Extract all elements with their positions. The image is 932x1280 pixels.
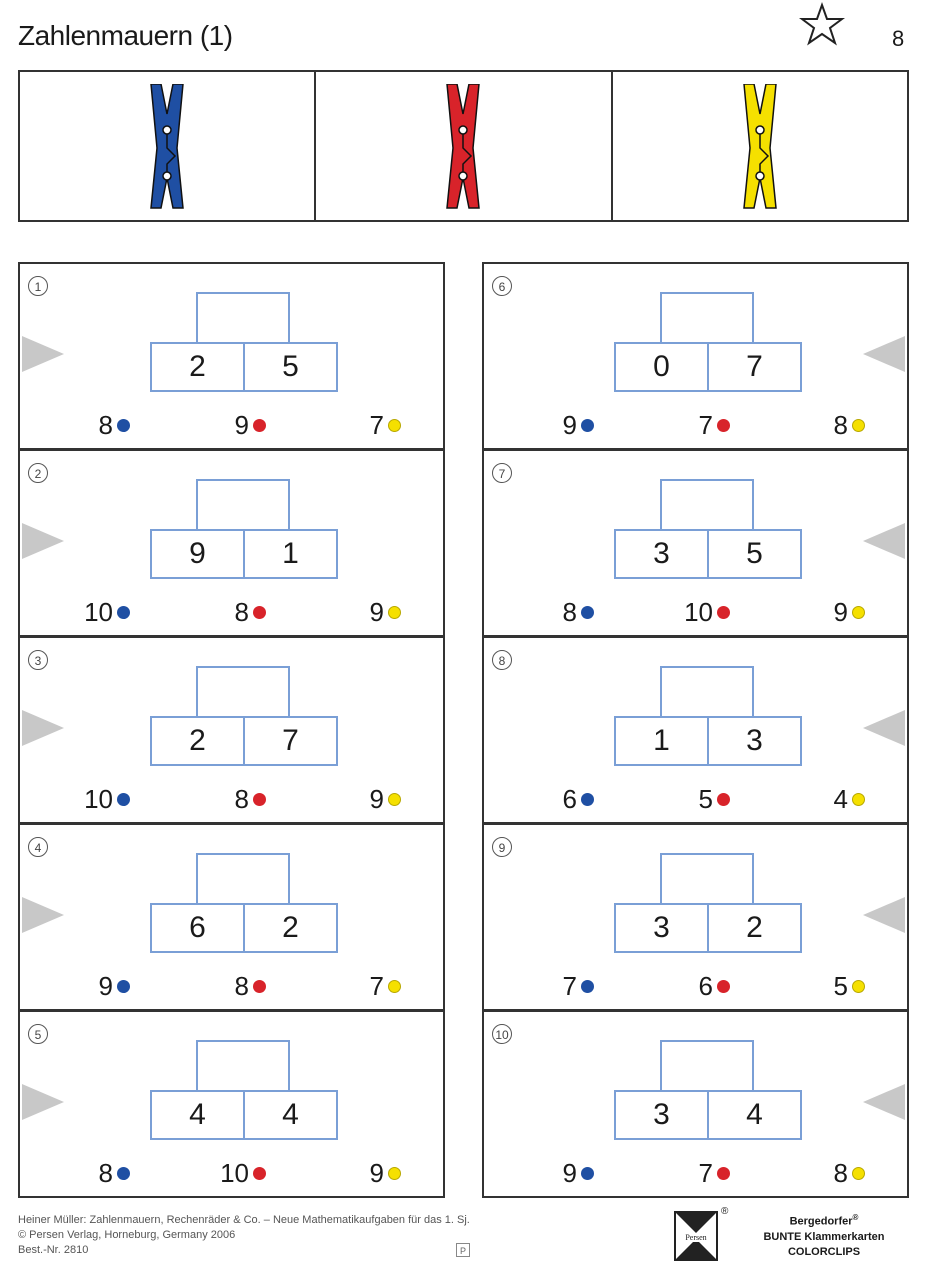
answer-options [484, 410, 907, 440]
number-wall [150, 1040, 340, 1142]
answer-blue[interactable] [563, 784, 594, 814]
answer-red[interactable] [235, 410, 266, 440]
answer-blue[interactable] [84, 784, 130, 814]
clip-cell-blue [20, 72, 316, 220]
answer-value: 7 [562, 971, 577, 1001]
wall-left-brick: 2 [150, 342, 245, 392]
wall-right-brick: 1 [243, 529, 338, 579]
answer-yellow[interactable] [370, 1158, 401, 1188]
wall-right-brick: 4 [707, 1090, 802, 1140]
answer-value: 10 [84, 784, 113, 814]
card-5 [18, 1010, 445, 1198]
wall-left-brick: 0 [614, 342, 709, 392]
answer-value: 9 [369, 597, 384, 627]
answer-value: 8 [234, 971, 249, 1001]
clip-cell-red [316, 72, 612, 220]
card-number: 6 [492, 276, 512, 296]
footer-line-2: © Persen Verlag, Horneburg, Germany 2006 [18, 1229, 236, 1241]
answer-blue[interactable] [99, 1158, 130, 1188]
answer-red[interactable] [699, 784, 730, 814]
number-wall [614, 479, 804, 581]
answer-value: 8 [98, 1158, 113, 1188]
wall-left-brick: 3 [614, 1090, 709, 1140]
answer-value: 8 [234, 784, 249, 814]
answer-options [484, 971, 907, 1001]
wall-top-brick [660, 292, 754, 342]
answer-options [20, 971, 443, 1001]
blue-dot-icon [581, 419, 594, 432]
card-2 [18, 449, 445, 637]
number-wall [614, 853, 804, 955]
yellow-dot-icon [388, 606, 401, 619]
answer-yellow[interactable] [834, 1158, 865, 1188]
wall-top-brick [196, 292, 290, 342]
answer-red[interactable] [235, 597, 266, 627]
blue-dot-icon [117, 1167, 130, 1180]
answer-value: 9 [562, 1158, 577, 1188]
blue-dot-icon [117, 980, 130, 993]
wall-right-brick: 5 [243, 342, 338, 392]
answer-yellow[interactable] [370, 597, 401, 627]
yellow-dot-icon [388, 793, 401, 806]
yellow-dot-icon [388, 1167, 401, 1180]
red-dot-icon [253, 419, 266, 432]
card-8 [482, 636, 909, 824]
answer-red[interactable] [699, 410, 730, 440]
answer-value: 9 [833, 597, 848, 627]
card-9 [482, 823, 909, 1011]
answer-yellow[interactable] [834, 597, 865, 627]
wall-right-brick: 5 [707, 529, 802, 579]
wall-top-brick [660, 1040, 754, 1090]
answer-value: 9 [562, 410, 577, 440]
card-4 [18, 823, 445, 1011]
triangle-left-icon [863, 523, 905, 559]
number-wall [150, 666, 340, 768]
number-wall [614, 292, 804, 394]
number-wall [150, 479, 340, 581]
card-3 [18, 636, 445, 824]
answer-value: 9 [234, 410, 249, 440]
answer-blue[interactable] [563, 597, 594, 627]
answer-yellow[interactable] [370, 784, 401, 814]
answer-yellow[interactable] [834, 784, 865, 814]
number-wall [614, 1040, 804, 1142]
red-dot-icon [717, 793, 730, 806]
red-dot-icon [717, 980, 730, 993]
card-number: 1 [28, 276, 48, 296]
triangle-right-icon [22, 897, 64, 933]
wall-top-brick [196, 666, 290, 716]
answer-blue[interactable] [99, 410, 130, 440]
blue-dot-icon [581, 980, 594, 993]
answer-yellow[interactable] [834, 971, 865, 1001]
answer-value: 10 [220, 1158, 249, 1188]
blue-dot-icon [117, 793, 130, 806]
answer-value: 9 [369, 1158, 384, 1188]
answer-value: 10 [684, 597, 713, 627]
yellow-dot-icon [852, 793, 865, 806]
answer-options [20, 410, 443, 440]
wall-right-brick: 7 [707, 342, 802, 392]
answer-yellow[interactable] [370, 971, 401, 1001]
persen-logo [674, 1211, 718, 1261]
triangle-left-icon [863, 897, 905, 933]
answer-options [20, 1158, 443, 1188]
triangle-left-icon [863, 710, 905, 746]
registered-mark: ® [721, 1206, 729, 1217]
wall-right-brick: 4 [243, 1090, 338, 1140]
blue-dot-icon [117, 419, 130, 432]
answer-value: 10 [84, 597, 113, 627]
answer-value: 7 [369, 410, 384, 440]
wall-top-brick [660, 666, 754, 716]
wall-top-brick [660, 853, 754, 903]
answer-yellow[interactable] [370, 410, 401, 440]
answer-red[interactable] [235, 971, 266, 1001]
number-wall [150, 292, 340, 394]
brand-line-1: Bergedorfer [789, 1215, 853, 1228]
card-10 [482, 1010, 909, 1198]
blue-dot-icon [581, 793, 594, 806]
answer-value: 7 [698, 410, 713, 440]
answer-value: 6 [698, 971, 713, 1001]
triangle-right-icon [22, 710, 64, 746]
number-wall [150, 853, 340, 955]
card-1 [18, 262, 445, 450]
blue-dot-icon [581, 1167, 594, 1180]
wall-right-brick: 7 [243, 716, 338, 766]
card-6 [482, 262, 909, 450]
clothespin-blue-icon [147, 84, 187, 212]
answer-red[interactable] [684, 597, 730, 627]
card-7 [482, 449, 909, 637]
card-number: 8 [492, 650, 512, 670]
red-dot-icon [253, 793, 266, 806]
card-number: 9 [492, 837, 512, 857]
answer-blue[interactable] [84, 597, 130, 627]
triangle-right-icon [22, 1084, 64, 1120]
yellow-dot-icon [388, 419, 401, 432]
answer-red[interactable] [699, 1158, 730, 1188]
clothespin-red-icon [443, 84, 483, 212]
yellow-dot-icon [388, 980, 401, 993]
wall-left-brick: 1 [614, 716, 709, 766]
answer-value: 8 [98, 410, 113, 440]
wall-left-brick: 3 [614, 529, 709, 579]
answer-value: 8 [234, 597, 249, 627]
answer-options [20, 597, 443, 627]
card-number: 4 [28, 837, 48, 857]
brand-line-2: BUNTE Klammerkarten [763, 1230, 885, 1243]
answer-value: 7 [369, 971, 384, 1001]
brand-line-3: COLORCLIPS [787, 1245, 861, 1258]
card-number: 5 [28, 1024, 48, 1044]
yellow-dot-icon [852, 1167, 865, 1180]
card-number: 7 [492, 463, 512, 483]
wall-right-brick: 2 [243, 903, 338, 953]
logo-text: Persen [676, 1233, 716, 1242]
answer-options [484, 597, 907, 627]
answer-options [484, 1158, 907, 1188]
answer-value: 4 [833, 784, 848, 814]
answer-value: 8 [562, 597, 577, 627]
wall-left-brick: 9 [150, 529, 245, 579]
answer-blue[interactable] [563, 410, 594, 440]
answer-blue[interactable] [563, 971, 594, 1001]
red-dot-icon [253, 606, 266, 619]
wall-right-brick: 3 [707, 716, 802, 766]
answer-red[interactable] [699, 971, 730, 1001]
card-number: 2 [28, 463, 48, 483]
answer-value: 9 [369, 784, 384, 814]
wall-left-brick: 6 [150, 903, 245, 953]
answer-value: 9 [98, 971, 113, 1001]
triangle-left-icon [863, 1084, 905, 1120]
triangle-left-icon [863, 336, 905, 372]
page-title: Zahlenmauern (1) [18, 20, 233, 51]
red-dot-icon [717, 1167, 730, 1180]
wall-right-brick: 2 [707, 903, 802, 953]
answer-options [484, 784, 907, 814]
red-dot-icon [717, 419, 730, 432]
yellow-dot-icon [852, 606, 865, 619]
answer-value: 5 [698, 784, 713, 814]
red-dot-icon [717, 606, 730, 619]
answer-value: 6 [562, 784, 577, 814]
yellow-dot-icon [852, 980, 865, 993]
answer-blue[interactable] [563, 1158, 594, 1188]
red-dot-icon [253, 980, 266, 993]
answer-yellow[interactable] [834, 410, 865, 440]
star-outline-icon [798, 2, 846, 50]
number-wall [614, 666, 804, 768]
wall-top-brick [196, 853, 290, 903]
footer-credits [18, 1213, 470, 1258]
blue-dot-icon [581, 606, 594, 619]
card-number: 3 [28, 650, 48, 670]
yellow-dot-icon [852, 419, 865, 432]
footer-line-3: Best.-Nr. 2810 [18, 1244, 89, 1256]
triangle-right-icon [22, 523, 64, 559]
clip-cell-yellow [613, 72, 907, 220]
answer-blue[interactable] [99, 971, 130, 1001]
answer-red[interactable] [235, 784, 266, 814]
footer-line-1: Heiner Müller: Zahlenmauern, Rechenräder & Co. – Neue Mathematikaufgaben für das 1. Sj. [18, 1214, 470, 1226]
wall-top-brick [196, 479, 290, 529]
page-number: 8 [892, 26, 905, 51]
answer-options [20, 784, 443, 814]
wall-top-brick [196, 1040, 290, 1090]
card-number: 10 [492, 1024, 512, 1044]
answer-value: 7 [698, 1158, 713, 1188]
footer-box-mark: P [456, 1243, 470, 1257]
red-dot-icon [253, 1167, 266, 1180]
wall-top-brick [660, 479, 754, 529]
wall-left-brick: 4 [150, 1090, 245, 1140]
answer-value: 8 [833, 1158, 848, 1188]
answer-red[interactable] [220, 1158, 266, 1188]
answer-value: 8 [833, 410, 848, 440]
clothespin-color-bar [18, 70, 909, 222]
wall-left-brick: 2 [150, 716, 245, 766]
wall-left-brick: 3 [614, 903, 709, 953]
triangle-right-icon [22, 336, 64, 372]
brand-registered-mark: ® [852, 1213, 859, 1222]
answer-value: 5 [833, 971, 848, 1001]
brand-block [734, 1210, 914, 1260]
blue-dot-icon [117, 606, 130, 619]
clothespin-yellow-icon [740, 84, 780, 212]
